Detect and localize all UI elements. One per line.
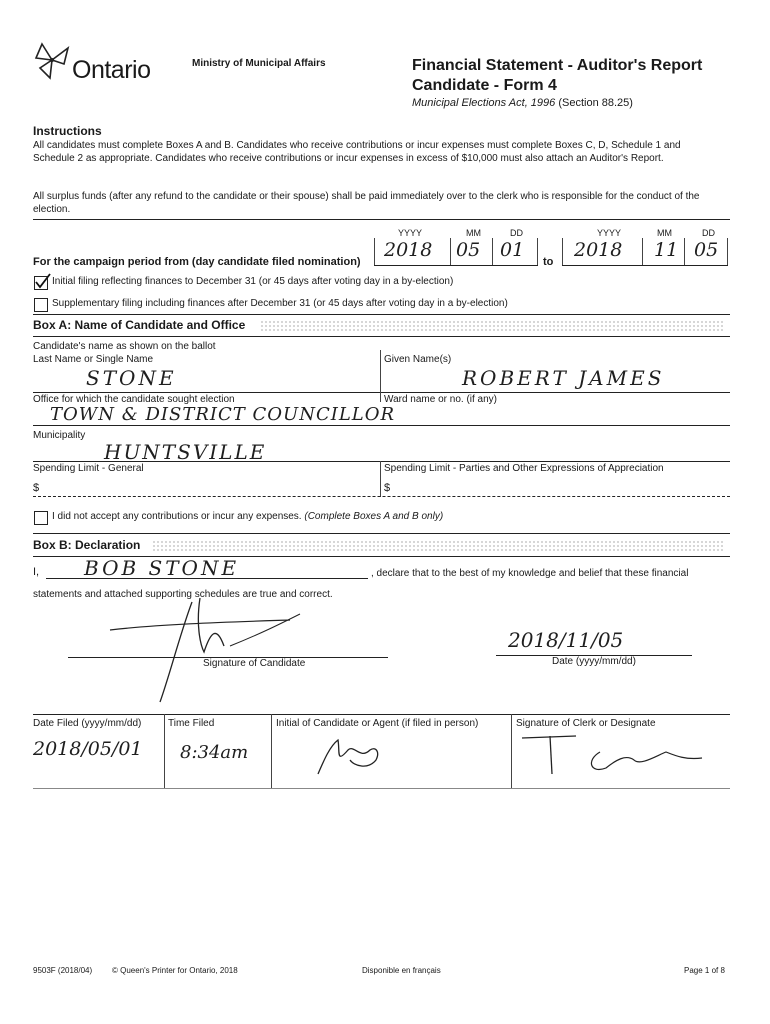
initial-of-agent-label: Initial of Candidate or Agent (if filed in person) [276, 718, 479, 729]
ballot-name-label: Candidate's name as shown on the ballot [33, 341, 216, 352]
form-title: Financial Statement - Auditor's Report [412, 57, 703, 74]
spending-limit-parties-label: Spending Limit - Parties and Other Expressions of Appreciation [384, 463, 664, 474]
col-mm-to: MM [657, 228, 672, 238]
given-name-field[interactable]: ROBERT JAMES [462, 366, 665, 390]
period-from-group [374, 238, 538, 266]
date-filed-field[interactable]: 2018/05/01 [33, 738, 143, 760]
from-year-field[interactable]: 2018 [384, 239, 433, 261]
to-day-field[interactable]: 05 [694, 239, 719, 261]
supplementary-filing-checkbox[interactable] [34, 298, 48, 312]
copyright: © Queen's Printer for Ontario, 2018 [112, 966, 238, 975]
declaration-text: , declare that to the best of my knowledge and belief that these financial [371, 568, 689, 579]
french-availability: Disponible en français [362, 966, 441, 975]
no-contributions-label [52, 511, 443, 522]
act-name: Municipal Elections Act, 1996 [412, 97, 556, 109]
checkmark-icon [34, 273, 52, 289]
form-subtitle: Candidate - Form 4 [412, 77, 557, 94]
to-month-field[interactable]: 11 [654, 239, 679, 261]
act-reference [412, 97, 633, 109]
from-day-field[interactable]: 01 [500, 239, 525, 261]
to-year-field[interactable]: 2018 [574, 239, 623, 261]
declaration-date-field[interactable]: 2018/11/05 [508, 628, 624, 652]
clerk-signature-label: Signature of Clerk or Designate [516, 718, 656, 729]
candidate-signature [100, 594, 340, 704]
period-label: For the campaign period from (day candidate filed nomination) [33, 256, 361, 268]
no-contributions-note: (Complete Boxes A and B only) [304, 511, 444, 522]
scan-noise [152, 540, 725, 552]
col-yyyy-from: YYYY [398, 228, 423, 238]
general-dollar-sign: $ [33, 482, 40, 494]
municipality-label: Municipality [33, 430, 86, 441]
initial-filing-label: Initial filing reflecting finances to December 31 (or 45 days after voting day in a by-election) [52, 276, 454, 287]
initial-filing-checkbox[interactable] [34, 276, 48, 290]
last-name-label: Last Name or Single Name [33, 354, 154, 365]
agent-initial-mark [310, 730, 390, 780]
no-contributions-text: I did not accept any contributions or incur any expenses. [52, 511, 302, 522]
parties-dollar-sign: $ [384, 482, 391, 494]
date-filed-label: Date Filed (yyyy/mm/dd) [33, 718, 142, 729]
from-month-field[interactable]: 05 [456, 239, 481, 261]
clerk-signature [516, 730, 716, 780]
box-a-title: Box A: Name of Candidate and Office [33, 318, 246, 332]
form-number: 9503F (2018/04) [33, 966, 93, 975]
act-section: (Section 88.25) [558, 97, 633, 109]
supplementary-filing-label: Supplementary filing including finances after December 31 (or 45 days after voting day in a by-election) [52, 298, 508, 309]
instructions-para1: All candidates must complete Boxes A and B. Candidates who receive contributions or incur expenses must complete Boxes C, D, Schedule 1 and Schedule 2 as appropriate. Candidates who receive contributions or incur expenses in excess of $10,000 must also attach an Auditor's Report. [33, 140, 681, 164]
time-filed-field[interactable]: 8:34am [180, 742, 249, 763]
ontario-logo [28, 38, 178, 90]
last-name-field[interactable]: STONE [86, 366, 177, 390]
signature-of-candidate-label: Signature of Candidate [203, 658, 306, 669]
period-to-group [562, 238, 728, 266]
scan-noise [260, 320, 725, 332]
municipality-field[interactable]: HUNTSVILLE [104, 440, 267, 464]
page-number: Page 1 of 8 [684, 966, 725, 975]
col-yyyy-to: YYYY [597, 228, 622, 238]
time-filed-label: Time Filed [168, 718, 215, 729]
declaration-text-2: statements and attached supporting schedules are true and correct. [33, 589, 333, 600]
divider [33, 219, 730, 220]
period-to-label: to [543, 256, 554, 268]
col-dd-to: DD [702, 228, 715, 238]
logo-text: Ontario [72, 56, 151, 84]
ministry-name: Ministry of Municipal Affairs [192, 58, 326, 69]
office-label: Office for which the candidate sought election [33, 394, 235, 405]
ward-label: Ward name or no. (if any) [384, 394, 498, 405]
given-name-label: Given Name(s) [384, 354, 452, 365]
no-contributions-checkbox[interactable] [34, 511, 48, 525]
col-dd-from: DD [510, 228, 523, 238]
instructions-heading: Instructions [33, 124, 102, 138]
col-mm-from: MM [466, 228, 481, 238]
office-field[interactable]: TOWN & DISTRICT COUNCILLOR [50, 404, 396, 425]
instructions-para2: All surplus funds (after any refund to the candidate or their spouse) shall be paid immediately over to the clerk who is responsible for the conduct of the election. [33, 191, 700, 215]
declarant-name-field[interactable]: BOB STONE [84, 556, 240, 580]
declaration-date-label: Date (yyyy/mm/dd) [552, 656, 636, 667]
box-b-title: Box B: Declaration [33, 538, 141, 552]
spending-limit-general-label: Spending Limit - General [33, 463, 144, 474]
declaration-i: I, [33, 566, 40, 578]
